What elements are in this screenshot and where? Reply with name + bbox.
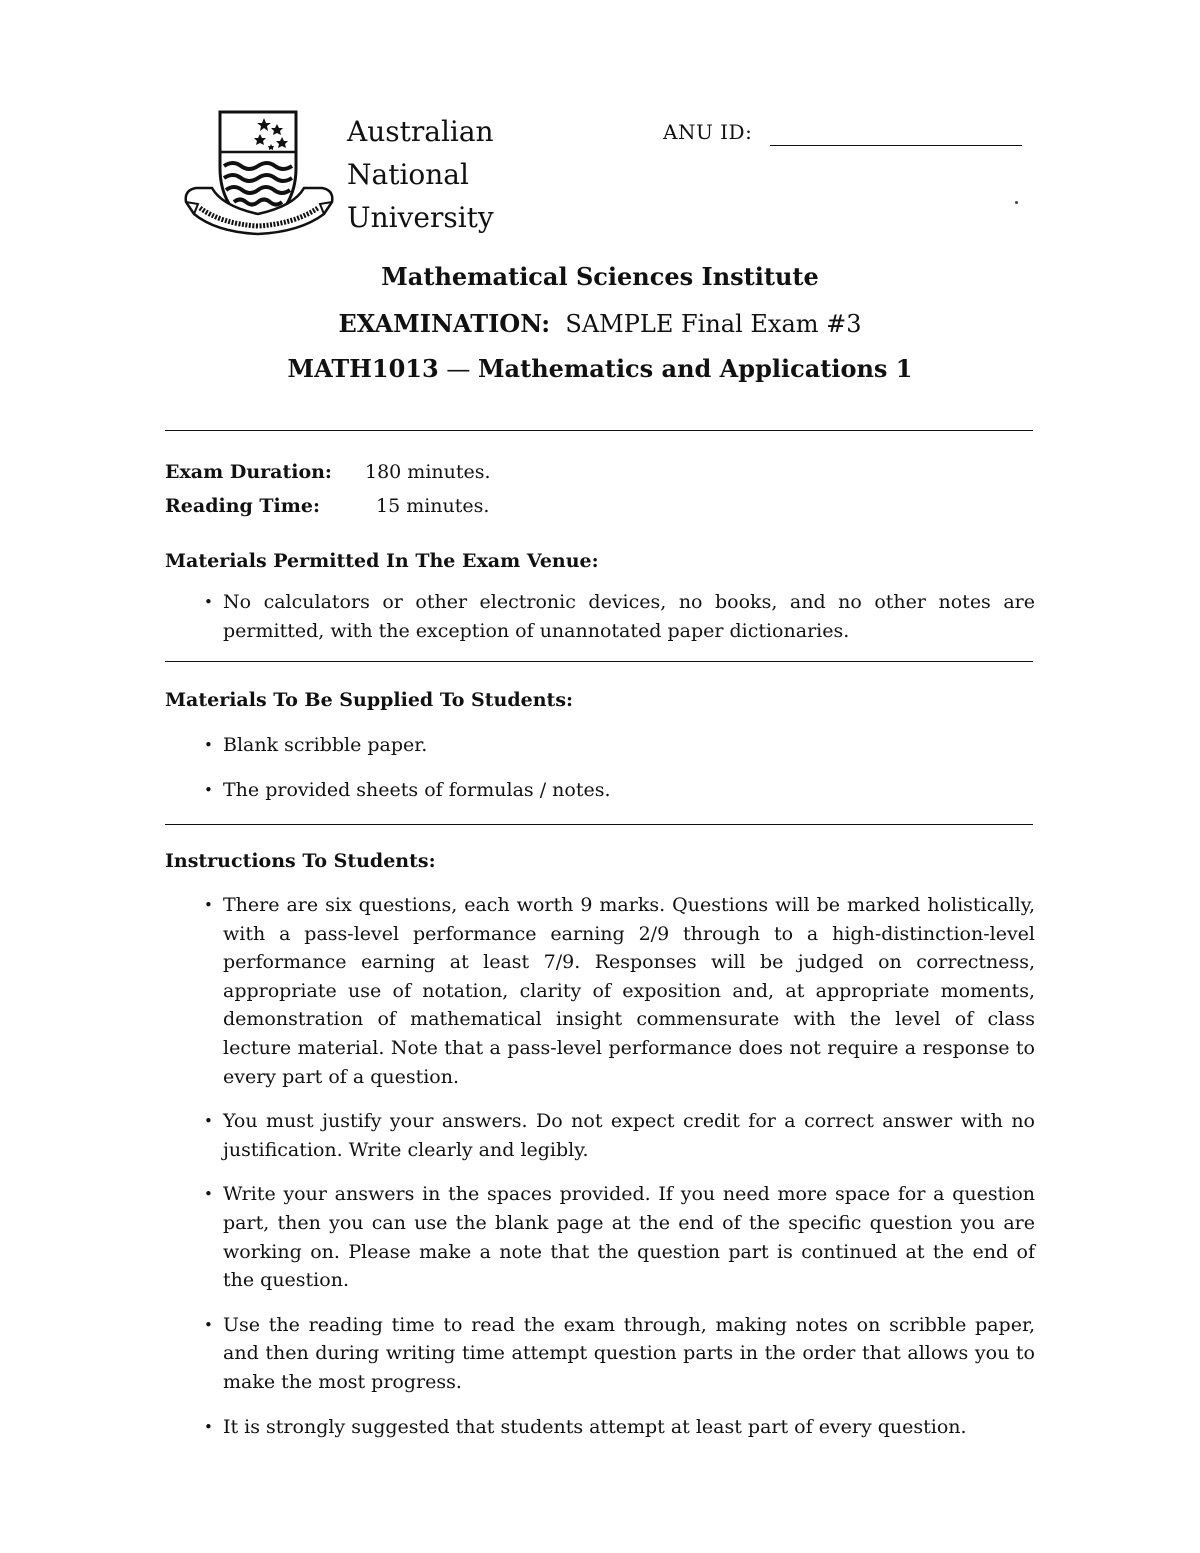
stray-mark [1015,201,1018,204]
anu-id-label: ANU ID: [663,120,753,144]
materials-supplied-list [200,731,1035,804]
institute-title: Mathematical Sciences Institute [381,262,819,291]
course-title [0,354,1200,383]
instructions-heading: Instructions To Students: [165,850,436,872]
reading-time-value: 15 minutes. [376,495,490,517]
list-item: • Write your answers in the spaces provided. If you need more space for a question part, then you can use the blank page at the end of the specific question you are working on. Please make a note that the question part is continued at the end of the question. [200,1180,1035,1294]
materials-supplied-heading: Materials To Be Supplied To Students: [165,689,574,711]
exam-label: EXAMINATION: [338,309,551,338]
divider-2 [165,661,1033,662]
list-item: • There are six questions, each worth 9 marks. Questions will be marked holistically, with a pass-level performance earning 2/9 through to a high-distinction-level performance earning at least 7/9. Responses will be judged on correctness, appropriate use of notation, clarity of exposition and, at appropriate moments, demonstration of mathematical insight commensurate with the level of class lecture material. Note that a pass-level performance does not require a response to every part of a question. [200,891,1035,1091]
course-separator: — [438,355,478,383]
anu-crest-logo [182,106,336,238]
anu-id-blank-line[interactable] [770,145,1022,146]
course-name: Mathematics and Applications 1 [477,354,913,383]
instructions-list [200,891,1035,1441]
materials-permitted-list [200,588,1035,645]
course-code: MATH1013 [287,354,439,383]
duration-label: Exam Duration: [165,461,332,483]
list-item: • The provided sheets of formulas / notes. [200,776,1035,805]
list-item: • Use the reading time to read the exam through, making notes on scribble paper, and then during writing time attempt question parts in the order that allows you to make the most progress. [200,1311,1035,1397]
exam-title [0,309,1200,338]
university-name-line-2: National [347,158,469,191]
reading-time-label: Reading Time: [165,495,320,517]
list-item: • No calculators or other electronic devices, no books, and no other notes are permitted, with the exception of unannotated paper dictionaries. [200,588,1035,645]
duration-value: 180 minutes. [365,461,491,483]
divider-3 [165,824,1033,825]
list-item: • You must justify your answers. Do not expect credit for a correct answer with no justification. Write clearly and legibly. [200,1107,1035,1164]
list-item: • It is strongly suggested that students attempt at least part of every question. [200,1413,1035,1442]
list-item: • Blank scribble paper. [200,731,1035,760]
divider-1 [165,430,1033,431]
university-name [347,110,494,239]
university-name-line-1: Australian [347,115,494,148]
exam-value: SAMPLE Final Exam #3 [565,310,862,338]
materials-permitted-heading: Materials Permitted In The Exam Venue: [165,550,599,572]
university-name-line-3: University [347,201,494,234]
